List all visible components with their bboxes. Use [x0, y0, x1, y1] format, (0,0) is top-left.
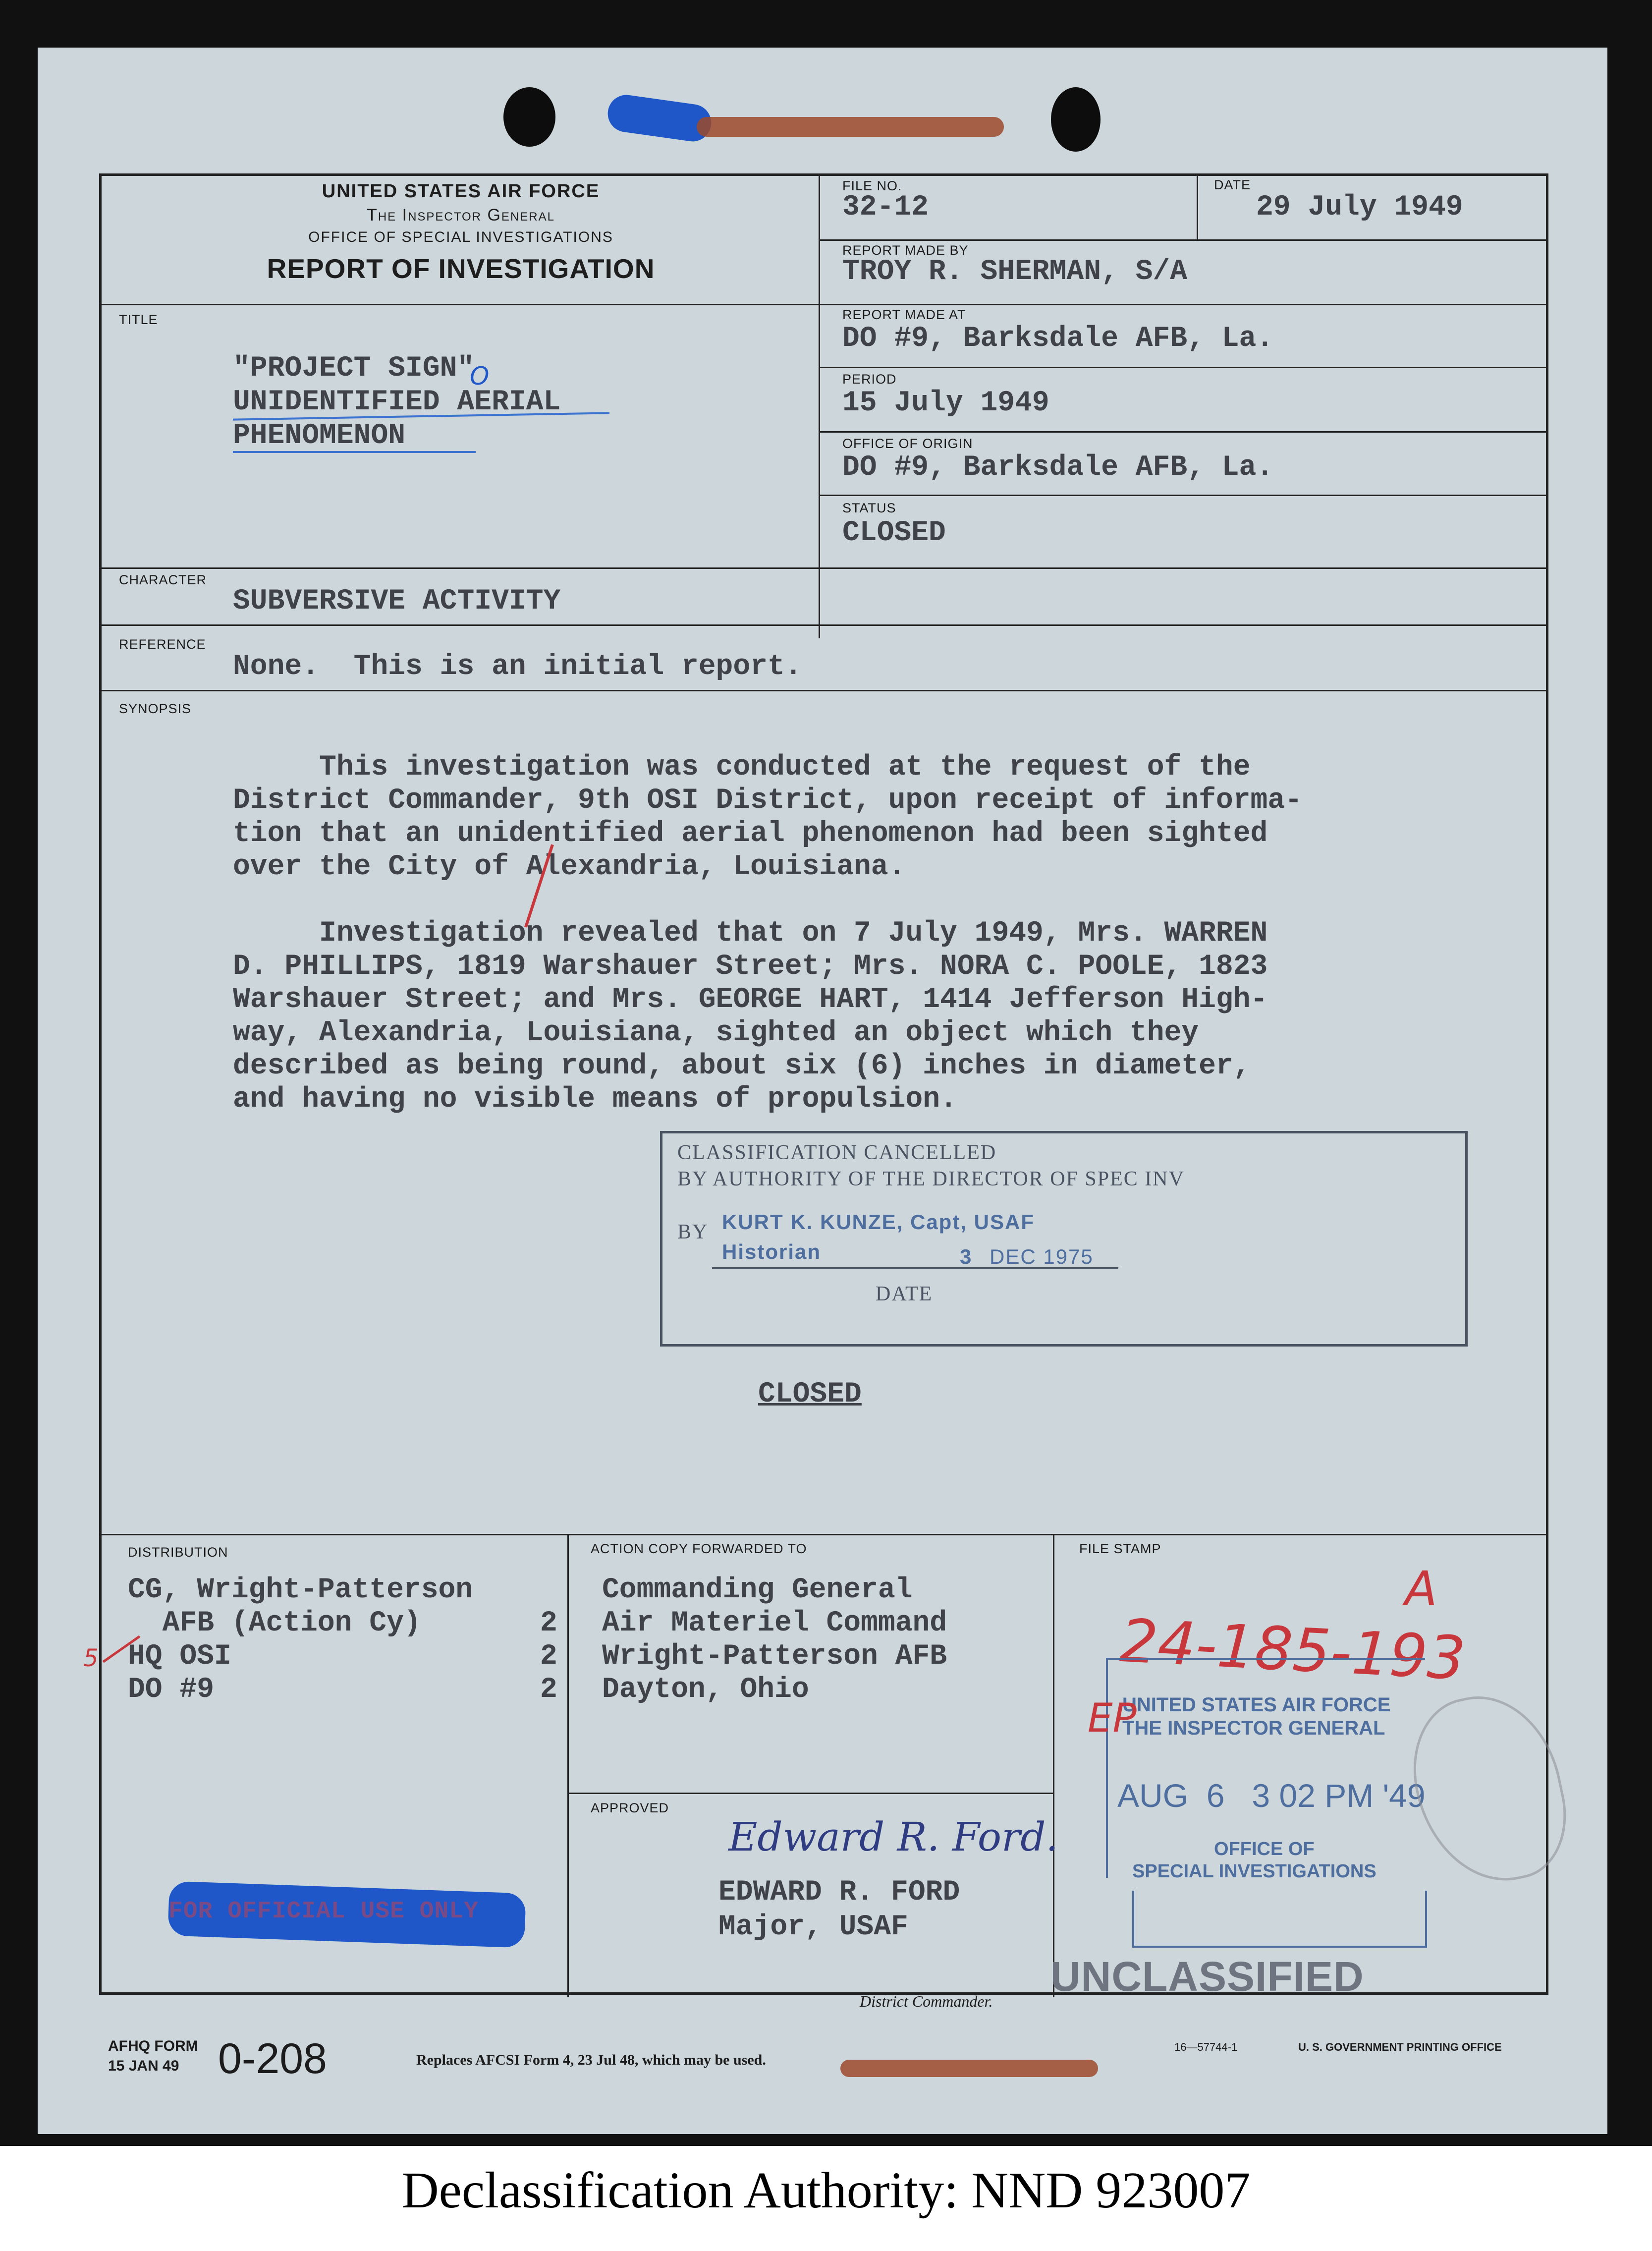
label-date: DATE: [1214, 177, 1251, 192]
file-stamp-lower-box: [1132, 1891, 1427, 1948]
rust-stain-top: [697, 117, 1004, 137]
action-copy-line: Dayton, Ohio: [602, 1674, 809, 1706]
divider-approved: [567, 1793, 1053, 1794]
label-report-made-by: REPORT MADE BY: [842, 243, 969, 258]
blue-ink-smear: [606, 93, 714, 144]
synopsis-line: Investigation revealed that on 7 July 1949, Mrs. WARREN: [233, 917, 1268, 950]
header-line-2: The Inspector General: [367, 206, 555, 225]
label-approved: APPROVED: [591, 1801, 669, 1815]
distribution-row: HQ OSI: [128, 1640, 231, 1673]
distribution-count: 2: [540, 1674, 557, 1706]
punch-hole-left: [503, 87, 555, 147]
label-character: CHARACTER: [119, 572, 207, 587]
label-file-stamp: FILE STAMP: [1079, 1541, 1161, 1556]
approver-name: EDWARD R. FORD: [718, 1876, 960, 1909]
divider-bottom-col2: [1053, 1534, 1054, 1997]
form-label: AFHQ FORM: [108, 2038, 198, 2054]
status: CLOSED: [842, 517, 946, 549]
synopsis-line: D. PHILLIPS, 1819 Warshauer Street; Mrs. NORA C. POOLE, 1823: [233, 951, 1268, 983]
reference: None. This is an initial report.: [233, 651, 802, 683]
action-copy-line: Wright-Patterson AFB: [602, 1640, 947, 1673]
synopsis-line: tion that an unidentified aerial phenomenon had been sighted: [233, 818, 1268, 850]
distribution-row: CG, Wright-Patterson: [128, 1574, 473, 1606]
period: 15 July 1949: [842, 387, 1049, 419]
office-of-origin: DO #9, Barksdale AFB, La.: [842, 451, 1274, 484]
file-stamp-office-2: SPECIAL INVESTIGATIONS: [1132, 1861, 1377, 1882]
divider-row: [102, 690, 1547, 691]
synopsis-line: over the City of Alexandria, Louisiana.: [233, 851, 906, 883]
form-replaces-note: Replaces AFCSI Form 4, 23 Jul 48, which may be used.: [416, 2052, 766, 2068]
title-underline: [233, 451, 476, 453]
synopsis-line: and having no visible means of propulsion.: [233, 1083, 957, 1116]
distribution-row: AFB (Action Cy): [128, 1607, 421, 1639]
label-period: PERIOD: [842, 372, 897, 387]
classification-cancelled-stamp: [660, 1131, 1468, 1347]
divider-row: [102, 304, 1547, 305]
gpo-label: U. S. GOVERNMENT PRINTING OFFICE: [1298, 2041, 1502, 2053]
report-made-by: TROY R. SHERMAN, S/A: [842, 256, 1188, 288]
label-distribution: DISTRIBUTION: [128, 1545, 228, 1560]
title-line-2: UNIDENTIFIED AERIAL: [233, 386, 561, 418]
synopsis-line: District Commander, 9th OSI District, upon receipt of informa-: [233, 785, 1302, 817]
title-line-3: PHENOMENON: [233, 420, 406, 452]
synopsis-line: way, Alexandria, Louisiana, sighted an object which they: [233, 1017, 1199, 1049]
character: SUBVERSIVE ACTIVITY: [233, 585, 561, 618]
approval-signature: Edward R. Ford.: [728, 1814, 1058, 1860]
synopsis-line: Warshauer Street; and Mrs. GEORGE HART, 1414 Jefferson High-: [233, 984, 1268, 1016]
stamp-name: KURT K. KUNZE, Capt, USAF: [722, 1210, 1035, 1234]
title-line-1: "PROJECT SIGN": [233, 352, 475, 385]
label-reference: REFERENCE: [119, 637, 206, 652]
gpo-number: 16—57744-1: [1174, 2041, 1238, 2053]
divider-row: [819, 367, 1547, 368]
header-line-1: UNITED STATES AIR FORCE: [322, 181, 600, 202]
report-title: REPORT OF INVESTIGATION: [267, 253, 655, 284]
form-date: 15 JAN 49: [108, 2058, 179, 2074]
file-stamp-received: AUG 6 3 02 PM '49: [1117, 1777, 1426, 1814]
divider-row: [102, 624, 1547, 626]
distribution-count: 2: [540, 1640, 557, 1673]
file-stamp-org-1: UNITED STATES AIR FORCE: [1122, 1694, 1391, 1716]
divider-bottom-col1: [567, 1534, 569, 1997]
approver-rank: Major, USAF: [718, 1911, 908, 1943]
title-ink-correction: O: [470, 362, 490, 391]
report-date: 29 July 1949: [1256, 191, 1463, 224]
report-made-at: DO #9, Barksdale AFB, La.: [842, 323, 1274, 355]
action-copy-line: Commanding General: [602, 1574, 913, 1606]
divider-date: [1197, 176, 1198, 239]
synopsis-line: This investigation was conducted at the request of the: [233, 751, 1251, 784]
punch-hole-right: [1051, 87, 1101, 152]
closed-marker: CLOSED: [758, 1378, 862, 1410]
file-stamp-org-2: THE INSPECTOR GENERAL: [1122, 1717, 1385, 1739]
label-synopsis: SYNOPSIS: [119, 701, 192, 716]
fouo-stamp: FOR OFFICIAL USE ONLY: [168, 1898, 479, 1925]
divider-row: [819, 239, 1547, 241]
synopsis-line: described as being round, about six (6) inches in diameter,: [233, 1050, 1251, 1082]
handwritten-file-number: 24-185-193: [1118, 1606, 1467, 1694]
stamp-line-1: CLASSIFICATION CANCELLED: [677, 1141, 997, 1164]
stamp-by-label: BY: [677, 1221, 709, 1243]
divider-row: [819, 431, 1547, 433]
action-copy-line: Air Materiel Command: [602, 1607, 947, 1639]
divider-right-column: [819, 176, 820, 638]
declassification-caption: Declassification Authority: NND 923007: [401, 2162, 1251, 2219]
unclassified-stamp: UNCLASSIFIED: [1050, 1953, 1364, 2000]
stamp-date-label: DATE: [876, 1283, 933, 1305]
stamp-month-year: DEC 1975: [990, 1245, 1094, 1268]
stamp-line-2: BY AUTHORITY OF THE DIRECTOR OF SPEC INV: [677, 1168, 1185, 1190]
label-status: STATUS: [842, 501, 896, 515]
approver-role: District Commander.: [860, 1992, 993, 2010]
label-office-of-origin: OFFICE OF ORIGIN: [842, 436, 973, 451]
label-file-no: FILE NO.: [842, 178, 902, 193]
distribution-margin-mark: 5: [83, 1644, 99, 1672]
form-number: 0-208: [218, 2035, 327, 2082]
divider-row: [819, 495, 1547, 496]
label-title: TITLE: [119, 312, 158, 327]
handwritten-initials: EP: [1088, 1695, 1137, 1741]
stamp-day: 3: [960, 1245, 973, 1268]
header-line-3: OFFICE OF SPECIAL INVESTIGATIONS: [308, 229, 613, 245]
stamp-role: Historian: [722, 1240, 822, 1263]
file-number: 32-12: [842, 191, 929, 224]
label-action-copy: ACTION COPY FORWARDED TO: [591, 1541, 807, 1556]
divider-row: [102, 567, 1547, 569]
divider-bottom-section: [102, 1534, 1547, 1535]
handwritten-letter: A: [1405, 1561, 1437, 1617]
file-stamp-office-1: OFFICE OF: [1214, 1839, 1315, 1859]
rust-stain-bottom: [840, 2060, 1098, 2077]
stamp-signature-line: [712, 1267, 1118, 1269]
distribution-row: DO #9: [128, 1674, 215, 1706]
label-report-made-at: REPORT MADE AT: [842, 307, 966, 322]
distribution-count: 2: [540, 1607, 557, 1639]
